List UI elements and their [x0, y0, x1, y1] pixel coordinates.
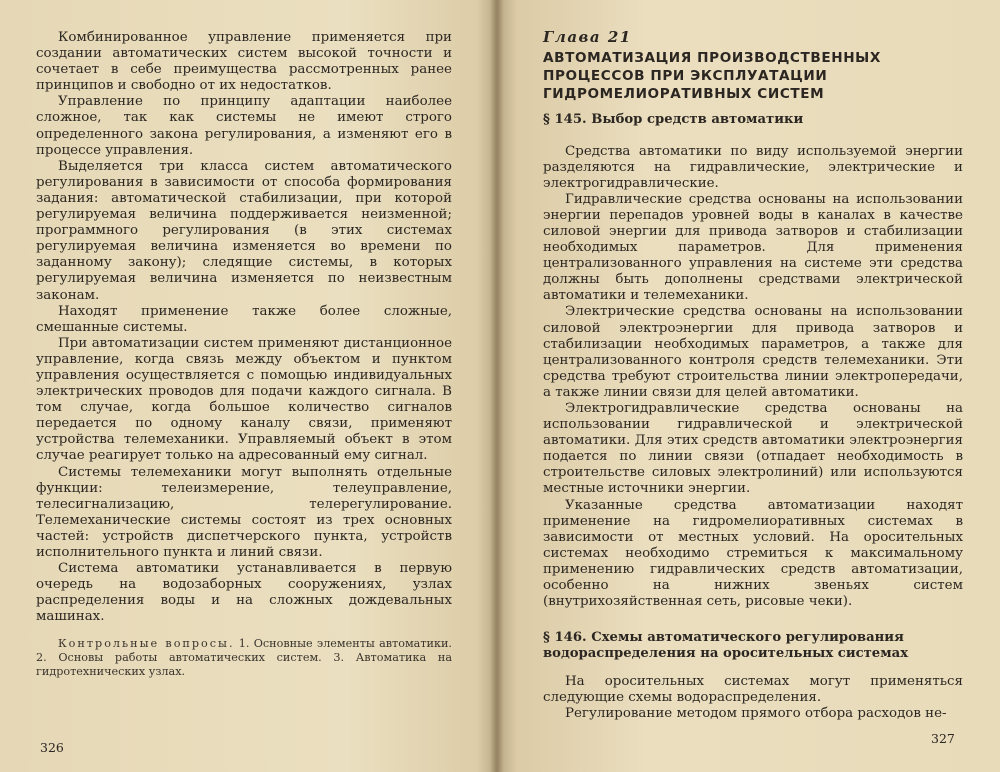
paragraph: Регулирование методом прямого отбора расходов не-: [565, 706, 947, 722]
paragraph: Гидравлические средства основаны на использовании энергии перепадов уровней воды в каналах в качестве силовой энергии для привода затворов и стабилизации необходимых параметров. Для применения централизованного управления на системе эти средства должны быть дополнены средствами электрической автоматики и телемеханики.: [543, 191, 963, 304]
page-number-left: 326: [40, 740, 64, 755]
chapter-label: Глава 21: [543, 28, 632, 46]
paragraph: Указанные средства автоматизации находят применение на гидромелиоративных системах в зависимости от местных условий. На оросительных системах необходимо стремиться к максимальному применению гидравлических средств автоматизации, особенно на нижних звеньях систем (внутрихозяйственная сеть, рисовые чеки).: [543, 497, 963, 610]
section-146-title: § 146. Схемы автоматического регулирования водораспределения на оросительных системах: [543, 630, 909, 661]
chapter-title: АВТОМАТИЗАЦИЯ ПРОИЗВОДСТВЕННЫХ ПРОЦЕССОВ ПРИ ЭКСПЛУАТАЦИИ ГИДРОМЕЛИОРАТИВНЫХ СИСТЕМ: [543, 50, 881, 102]
book-gutter: [490, 0, 504, 772]
right-page-text: [543, 28, 963, 723]
paragraph: Системы телемеханики могут выполнять отдельные функции: телеизмерение, телеуправление, телесигнализацию, телерегулирование. Телемеханические системы состоят из трех основных частей: устройств диспетчерского пункта, устройств исполнительного пункта и линий связи.: [36, 464, 452, 560]
paragraph: На оросительных системах могут применяться следующие схемы водораспределения.: [543, 674, 963, 706]
paragraph: Система автоматики устанавливается в первую очередь на водозаборных сооружениях, узлах распределения воды и на сложных дождевальных машинах.: [36, 561, 452, 625]
section-145-title: § 145. Выбор средств автоматики: [543, 112, 804, 127]
paragraph: Находят применение также более сложные, смешанные системы.: [36, 303, 452, 335]
paragraph: Комбинированное управление применяется при создании автоматических систем высокой точности и сочетает в себе преимущества рассмотренных ранее принципов и свободно от их недостатков.: [36, 30, 452, 94]
paragraph: Электрические средства основаны на использовании силовой электроэнергии для привода затворов и стабилизации необходимых параметров, а также для централизованного контроля средств телемеханики. Эти средства требуют строительства линии электропередачи, а также линии связи для целей автоматики.: [543, 304, 963, 400]
review-questions-text: 1. Основные элементы автоматики. 2. Основы работы автоматических систем. 3. Автоматика на гидротехнических узлах.: [36, 637, 452, 678]
right-page: [497, 0, 1000, 772]
paragraph: Выделяется три класса систем автоматического регулирования в зависимости от способа формирования задания: автоматической стабилизации, при которой регулируемая величина поддерживается неизменной; программного регулирования (в этих системах регулируемая величина изменяется во времени по заданному закону); следящие системы, в которых регулируемая величина изменяется по неизвестным законам.: [36, 158, 452, 303]
review-questions-label: Контрольные вопросы.: [58, 637, 235, 651]
page-number-right: 327: [931, 731, 955, 746]
paragraph: Управление по принципу адаптации наиболее сложное, так как системы не имеют строго определенного закона регулирования, а изменяют его в процессе управления.: [36, 94, 452, 158]
paragraph: Средства автоматики по виду используемой энергии разделяются на гидравлические, электрические и электрогидравлические.: [543, 143, 963, 191]
paragraph: При автоматизации систем применяют дистанционное управление, когда связь между объектом и пунктом управления осуществляется с помощью индивидуальных электрических проводов для подачи каждого сигнала. В том случае, когда большое количество сигналов передается по одному каналу связи, применяют устройства телемеханики. Управляемый объект в этом случае реагирует только на адресованный ему сигнал.: [36, 335, 452, 464]
left-page-text: [36, 30, 452, 678]
review-questions: [36, 637, 452, 678]
paragraph: Электрогидравлические средства основаны на использовании гидравлической и электрической автоматики. Для этих средств автоматики электроэнергия подается по линии связи (отпадает необходимость в строительстве силовых электролиний) или используются местные источники энергии.: [543, 401, 963, 497]
left-page: [0, 0, 497, 772]
